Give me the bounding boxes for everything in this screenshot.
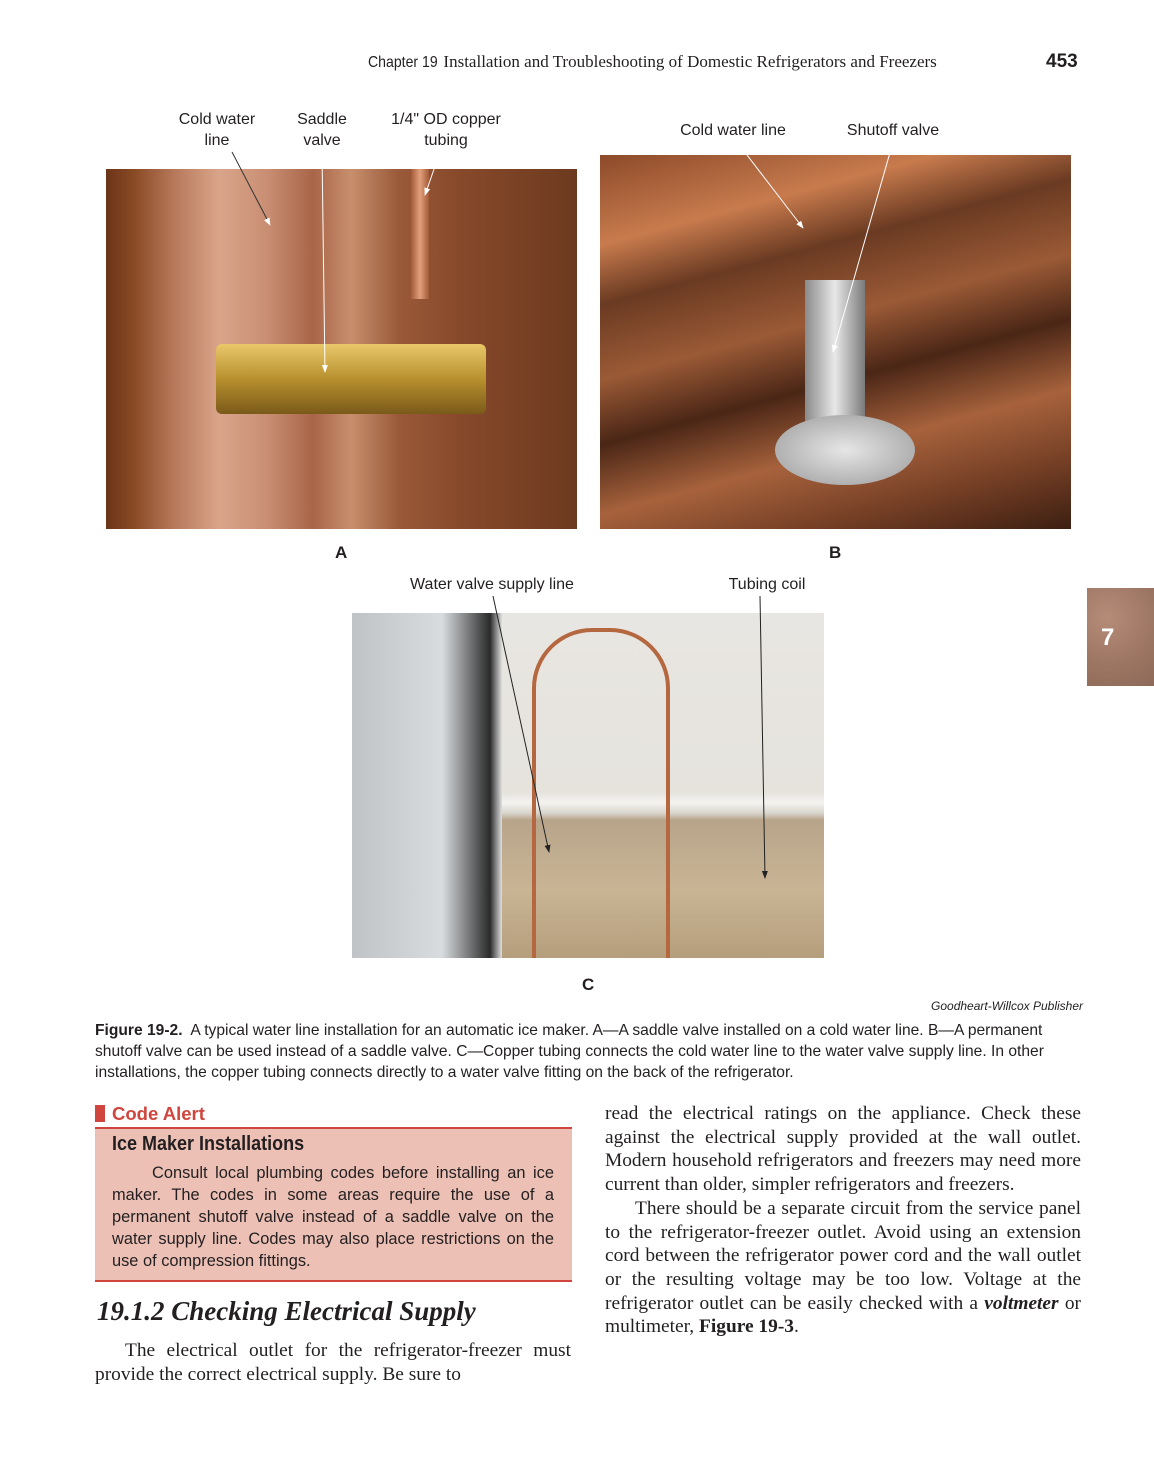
caption-label: Figure 19-2. bbox=[95, 1022, 183, 1039]
leader-line bbox=[493, 596, 549, 852]
paragraph bbox=[605, 1197, 1081, 1339]
code-alert-label bbox=[95, 1103, 205, 1125]
chapter-title: Installation and Troubleshooting of Domestic Refrigerators and Freezers bbox=[443, 52, 937, 71]
chapter-label: Chapter 19 bbox=[368, 54, 438, 71]
callout-text: line bbox=[204, 132, 230, 149]
chapter-section-tab bbox=[1087, 588, 1154, 686]
callout-text: Saddle bbox=[297, 111, 347, 128]
figure-caption bbox=[95, 1020, 1085, 1083]
callout-text: Cold water bbox=[178, 111, 256, 128]
panel-label-b: B bbox=[829, 543, 842, 562]
callout-text: tubing bbox=[424, 132, 468, 149]
section-tab-number: 7 bbox=[1101, 624, 1115, 651]
callout-shutoff-valve: Shutoff valve bbox=[846, 122, 940, 139]
callout-water-valve-supply-line: Water valve supply line bbox=[410, 576, 574, 593]
page-number: 453 bbox=[1046, 51, 1078, 72]
leader-line bbox=[425, 152, 440, 195]
code-alert-label-text: Code Alert bbox=[112, 1103, 205, 1124]
callout-text: valve bbox=[303, 132, 341, 149]
leader-line bbox=[833, 142, 893, 352]
code-alert-body: Consult local plumbing codes before installing an ice maker. The codes in some areas require the use of a permanent shutoff valve instead of a saddle valve on the water supply line. Codes may also place restrictions on the use of compression fittings. bbox=[112, 1164, 554, 1270]
paragraph: read the electrical ratings on the appliance. Check these against the electrical supply provided at the wall outlet. Modern household refrigerators and freezers may need more current than older, simpler refrigerators and freezers. bbox=[605, 1103, 1081, 1196]
code-alert-marker-icon bbox=[95, 1105, 105, 1122]
paragraph: The electrical outlet for the refrigerator-freezer must provide the correct electrical supply. Be sure to bbox=[95, 1340, 571, 1385]
callout-tubing-coil: Tubing coil bbox=[728, 576, 806, 593]
panel-label-a: A bbox=[335, 543, 348, 562]
panel-label-c: C bbox=[582, 975, 595, 994]
image-credit: Goodheart-Willcox Publisher bbox=[931, 999, 1083, 1013]
leader-line bbox=[737, 142, 803, 228]
leader-line bbox=[232, 152, 270, 225]
paragraph-text: There should be a separate circuit from the service panel to the refrigerator-freezer outlet. Avoid using an extension cord between the refrigerator power cord and the wall outlet or the resulting voltage may be too low. Voltage at the refrigerator outlet can be easily checked with a bbox=[605, 1197, 1081, 1314]
paragraph-text: . bbox=[793, 1316, 799, 1338]
figure-reference[interactable]: Figure 19-3 bbox=[699, 1316, 794, 1338]
leader-line bbox=[322, 152, 325, 372]
left-column-text bbox=[95, 1339, 571, 1386]
key-term: voltmeter bbox=[984, 1292, 1059, 1314]
caption-text: A typical water line installation for an automatic ice maker. A—A saddle valve installed on a cold water line. B—A permanent shutoff valve can be used instead of a saddle valve. C—Copper tubing connects the cold water line to the water valve supply line. In other installations, the copper tubing connects directly to a water valve fitting on the back of the refrigerator. bbox=[95, 1022, 1044, 1081]
code-alert-title: Ice Maker Installations bbox=[112, 1133, 305, 1155]
callout-cold-water-line-b: Cold water line bbox=[680, 122, 786, 139]
section-heading: 19.1.2 Checking Electrical Supply bbox=[97, 1296, 476, 1326]
callout-text: 1/4" OD copper bbox=[391, 111, 501, 128]
right-column-text bbox=[605, 1102, 1081, 1339]
paragraph-text: or multimeter, bbox=[605, 1292, 1081, 1338]
leader-line bbox=[760, 596, 765, 878]
